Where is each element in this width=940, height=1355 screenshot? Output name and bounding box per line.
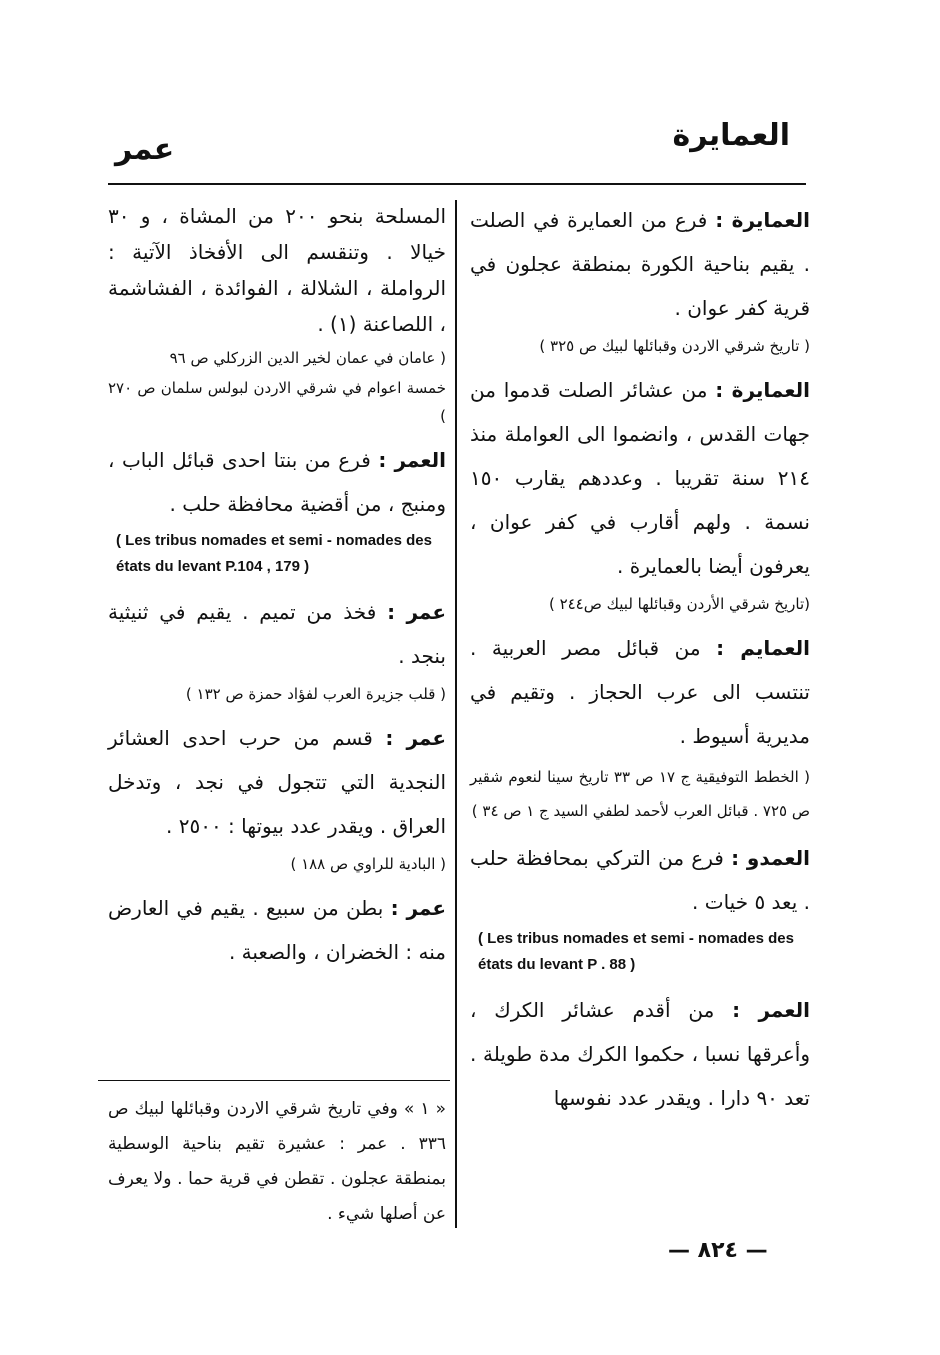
footnote: « ١ » وفي تاريخ شرقي الاردن وقبائلها لبيك ص ٣٣٦ . عمر : عشيرة تقيم بناحية الوسطية بمنطقة عجلون . تقطن في قرية حما . ولا يعرف عن أصلها شيء .: [108, 1099, 447, 1224]
header-rule: [108, 183, 806, 185]
entry-text: من قبائل مصر العربية . تنتسب الى عرب الحجاز . وتقيم في مديرية أسيوط .: [470, 636, 810, 748]
entry-amdu: [470, 836, 810, 924]
entry-reference: ( الخطط التوفيقية ج ١٧ ص ٣٣ تاريخ سينا لنعوم شقير ص ٧٢٥ . قبائل العرب لأحمد لطفي السيد ج ١ ص ٣٤ ): [470, 768, 811, 820]
running-head-left: عمر: [115, 132, 175, 167]
entry-reference-latin: ( Les tribus nomades et semi - nomades des états du levant P.104 , 179 ): [116, 532, 432, 575]
entry-umar-tamim: [108, 590, 446, 678]
entry-head: عمر :: [390, 896, 446, 920]
entry-text: من عشائر الصلت قدموا من جهات القدس ، وانضموا الى العواملة منذ ٢١٤ سنة تقريبا . وعددهم يقارب ١٥٠ نسمة . ولهم أقارب في كفر عوان ، يعرفون أيضا بالعمايرة .: [470, 378, 810, 578]
entry-head: العمر :: [732, 998, 810, 1022]
entry-al-umar: [470, 988, 810, 1120]
entry-head: العمايرة :: [715, 378, 810, 402]
entry-reference: خمسة اعوام في شرقي الاردن لبولس سلمان ص ٢٧٠ ): [108, 379, 446, 425]
entry-al-umar-banta: [108, 438, 446, 526]
page-number: — ٨٢٤ —: [668, 1238, 768, 1263]
footnote-rule: [98, 1080, 450, 1081]
entry-text: من أقدم عشائر الكرك ، وأعرقها نسبا ، حكموا الكرك مدة طويلة . تعد ٩٠ دارا . ويقدر عدد نفوسها: [470, 998, 810, 1110]
column-divider: [455, 200, 457, 1228]
entry-reference: ( عامان في عمان لخير الدين الزركلي ص ٩٦: [169, 349, 446, 367]
entry-continuation: المسلحة بنحو ٢٠٠ من المشاة ، و ٣٠ خيالا . وتنقسم الى الأفخاذ الآتية : الرواملة ، الشلالة ، الفوائدة ، الفشاشمة ، اللصاعنة (١) .: [108, 204, 447, 336]
entry-head: عمر :: [385, 726, 446, 750]
entry-reference: ( تاريخ شرقي الاردن وقبائلها لبيك ص ٣٢٥ ): [539, 337, 810, 355]
entry-reference-latin: ( Les tribus nomades et semi - nomades des états du levant P . 88 ): [478, 930, 794, 973]
entry-umar-harb: [108, 716, 446, 848]
right-column: [470, 198, 810, 1120]
entry-reference: ( البادية للراوي ص ١٨٨ ): [290, 855, 446, 873]
entry-text: قسم من حرب احدى العشائر النجدية التي تتجول في نجد ، وتدخل العراق . ويقدر عدد بيوتها : ٢٥٠٠ .: [108, 726, 446, 838]
entry-head: العمايرة :: [715, 208, 810, 232]
entry-head: العمر :: [378, 448, 446, 472]
entry-amayim: [470, 626, 810, 758]
entry-head: عمر :: [387, 600, 446, 624]
entry-umar-subay: [108, 886, 446, 974]
entry-head: العمدو :: [731, 846, 810, 870]
entry-text: فخذ من تميم . يقيم في ثنيثية بنجد .: [108, 600, 446, 668]
entry-amayra-2: [470, 368, 810, 588]
entry-amayra-1: [470, 198, 810, 330]
entry-reference: ( قلب جزيرة العرب لفؤاد حمزة ص ١٣٢ ): [185, 685, 446, 703]
entry-text: فرع من بنتا احدى قبائل الباب ، ومنبج ، من أقضية محافظة حلب .: [108, 448, 446, 516]
entry-text: فرع من العمايرة في الصلت . يقيم بناحية الكورة بمنطقة عجلون في قرية كفر عوان .: [470, 208, 810, 320]
running-head-right: العمايرة: [672, 118, 790, 153]
entry-text: فرع من التركي بمحافظة حلب . يعد ٥ خيات .: [470, 846, 810, 914]
entry-text: بطن من سبيع . يقيم في العارض منه : الخضران ، والصعبة .: [108, 896, 446, 964]
left-column: [108, 198, 446, 974]
entry-reference: (تاريخ شرقي الأردن وقبائلها لبيك ص٢٤٤ ): [548, 595, 810, 613]
entry-head: العمايم :: [716, 636, 810, 660]
